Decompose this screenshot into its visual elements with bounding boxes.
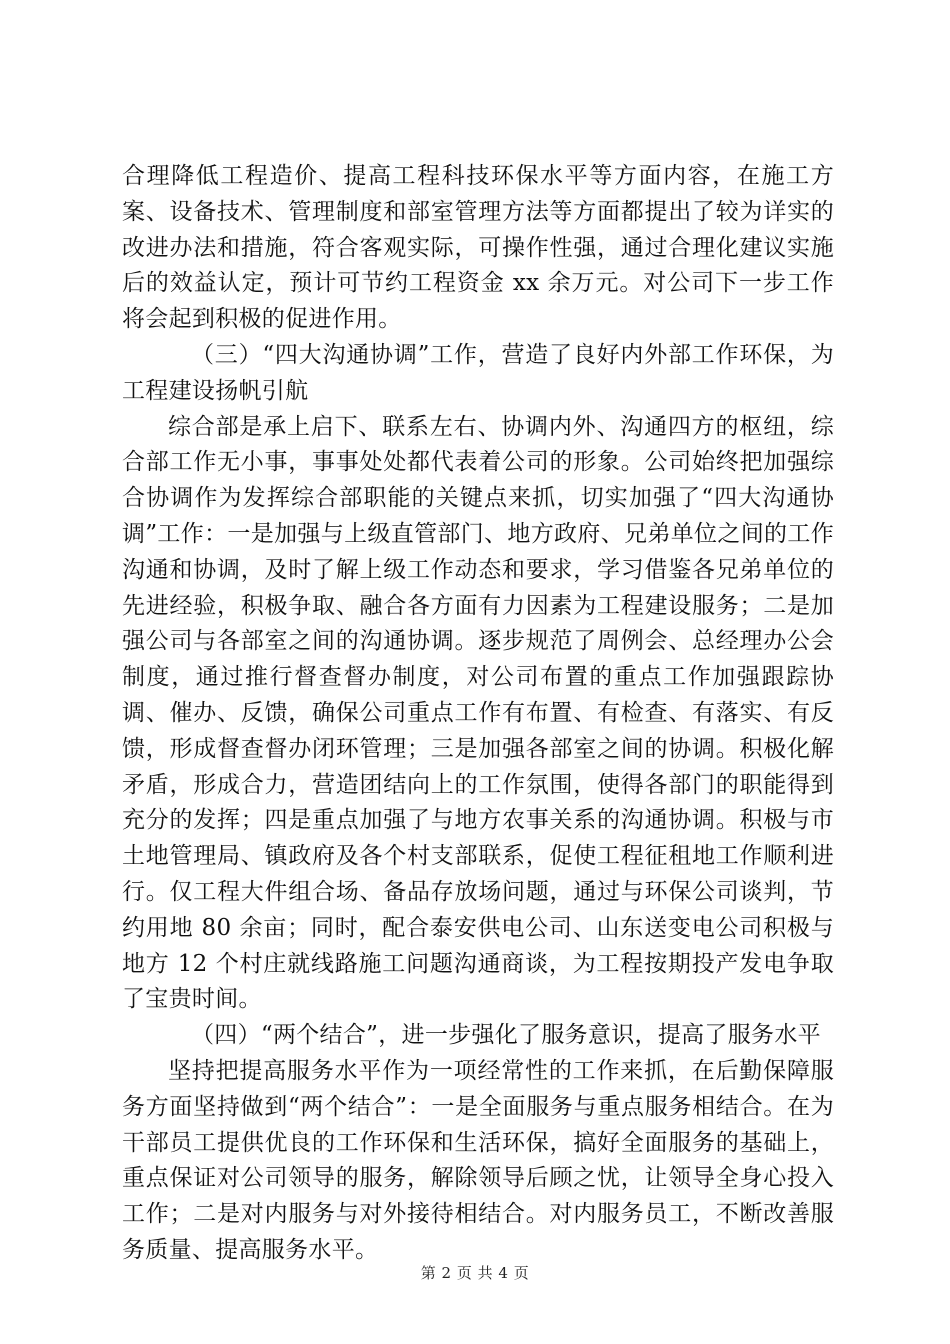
paragraph-communication: 综合部是承上启下、联系左右、协调内外、沟通四方的枢纽，综合部工作无小事，事事处处都代表着公司的形象。公司始终把加强综合协调作为发挥综合部职能的关键点来抓，切实加强了“四大沟通协调”工作：一是加强与上级直管部门、地方政府、兄弟单位之间的工作沟通和协调，及时了解上级工作动态和要求，学习借鉴各兄弟单位的先进经验，积极争取、融合各方面有力因素为工程建设服务；二是加强公司与各部室之间的沟通协调。逐步规范了周例会、总经理办公会制度，通过推行督查督办制度，对公司布置的重点工作加强跟踪协调、催办、反馈，确保公司重点工作有布置、有检查、有落实、有反馈，形成督查督办闭环管理；三是加强各部室之间的协调。积极化解矛盾，形成合力，营造团结向上的工作氛围，使得各部门的职能得到充分的发挥；四是重点加强了与地方农事关系的沟通协调。积极与市土地管理局、镇政府及各个村支部联系，促使工程征租地工作顺利进行。仅工程大件组合场、备品存放场问题，通过与环保公司谈判，节约用地 80 余亩；同时，配合泰安供电公司、山东送变电公司积极与地方 12 个村庄就线路施工问题沟通商谈，为工程按期投产发电争取了宝贵时间。: [122, 413, 834, 1013]
page-number-footer: 第 2 页 共 4 页: [420, 1264, 530, 1282]
section-heading-four: （四）“两个结合”，进一步强化了服务意识，提高了服务水平: [191, 1022, 821, 1049]
paragraph-service: 坚持把提高服务水平作为一项经常性的工作来抓，在后勤保障服务方面坚持做到“两个结合”：一是全面服务与重点服务相结合。在为干部员工提供优良的工作环保和生活环保，搞好全面服务的基础上，重点保证对公司领导的服务，解除领导后顾之忧，让领导全身心投入工作；二是对内服务与对外接待相结合。对内服务员工，不断改善服务质量、提高服务水平。: [122, 1057, 834, 1263]
document-body: [122, 159, 834, 1269]
paragraph-continuation: 合理降低工程造价、提高工程科技环保水平等方面内容，在施工方案、设备技术、管理制度和部室管理方法等方面都提出了较为详实的改进办法和措施，符合客观实际，可操作性强，通过合理化建议实施后的效益认定，预计可节约工程资金 xx 余万元。对公司下一步工作将会起到积极的促进作用。: [122, 163, 834, 333]
section-heading-three: （三）“四大沟通协调”工作，营造了良好内外部工作环保，为工程建设扬帆引航: [122, 341, 834, 404]
